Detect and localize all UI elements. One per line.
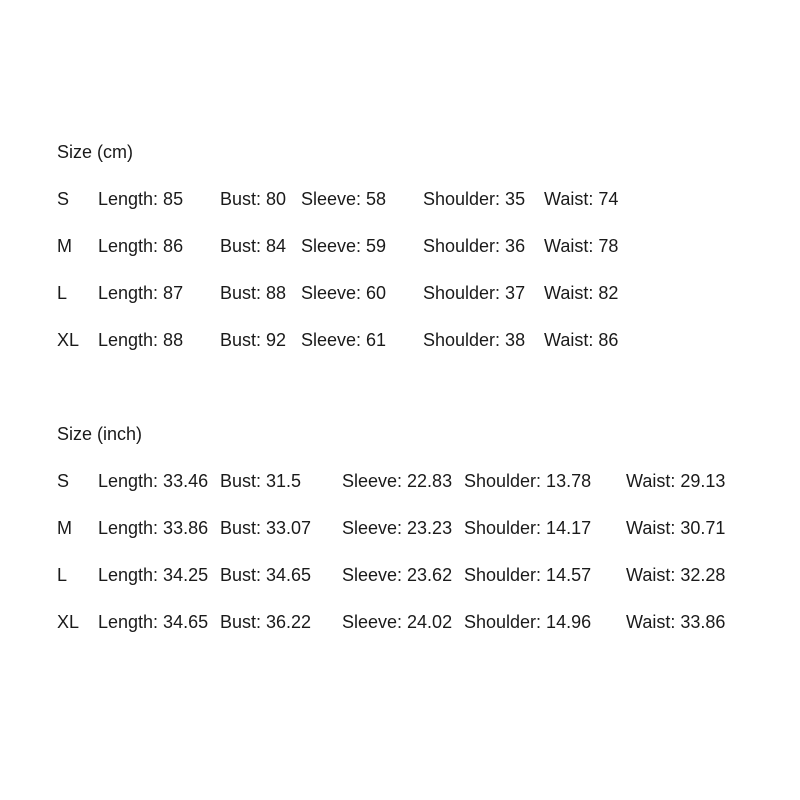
bust-value: Bust: 31.5 xyxy=(220,471,302,491)
sleeve-value: Sleeve: 24.02 xyxy=(342,612,453,632)
bust-value: Bust: 92 xyxy=(220,330,287,350)
shoulder-value: Shoulder: 13.78 xyxy=(464,471,592,491)
size-label: S xyxy=(57,189,70,209)
length-value: Length: 34.25 xyxy=(98,565,209,585)
bust-value: Bust: 34.65 xyxy=(220,565,312,585)
shoulder-value: Shoulder: 14.57 xyxy=(464,565,592,585)
sleeve-value: Sleeve: 61 xyxy=(301,330,387,350)
size-label: L xyxy=(57,283,68,303)
waist-value: Waist: 33.86 xyxy=(626,612,726,632)
length-value: Length: 34.65 xyxy=(98,612,209,632)
length-value: Length: 86 xyxy=(98,236,184,256)
size-label: XL xyxy=(57,612,80,632)
bust-value: Bust: 36.22 xyxy=(220,612,312,632)
sleeve-value: Sleeve: 23.23 xyxy=(342,518,453,538)
shoulder-value: Shoulder: 38 xyxy=(423,330,526,350)
bust-value: Bust: 84 xyxy=(220,236,287,256)
length-value: Length: 85 xyxy=(98,189,184,209)
length-value: Length: 87 xyxy=(98,283,184,303)
sleeve-value: Sleeve: 59 xyxy=(301,236,387,256)
size-table-cm-title: Size (cm) xyxy=(57,142,133,162)
sleeve-value: Sleeve: 22.83 xyxy=(342,471,453,491)
waist-value: Waist: 30.71 xyxy=(626,518,726,538)
sleeve-value: Sleeve: 23.62 xyxy=(342,565,453,585)
bust-value: Bust: 33.07 xyxy=(220,518,312,538)
waist-value: Waist: 32.28 xyxy=(626,565,726,585)
size-label: M xyxy=(57,236,72,256)
shoulder-value: Shoulder: 14.96 xyxy=(464,612,592,632)
bust-value: Bust: 80 xyxy=(220,189,287,209)
waist-value: Waist: 78 xyxy=(544,236,619,256)
waist-value: Waist: 29.13 xyxy=(626,471,726,491)
length-value: Length: 88 xyxy=(98,330,184,350)
shoulder-value: Shoulder: 37 xyxy=(423,283,526,303)
waist-value: Waist: 74 xyxy=(544,189,619,209)
sleeve-value: Sleeve: 60 xyxy=(301,283,387,303)
size-label: XL xyxy=(57,330,80,350)
length-value: Length: 33.46 xyxy=(98,471,209,491)
bust-value: Bust: 88 xyxy=(220,283,287,303)
waist-value: Waist: 82 xyxy=(544,283,619,303)
shoulder-value: Shoulder: 36 xyxy=(423,236,526,256)
sleeve-value: Sleeve: 58 xyxy=(301,189,387,209)
size-label: L xyxy=(57,565,68,585)
size-table-inch-title: Size (inch) xyxy=(57,424,143,444)
shoulder-value: Shoulder: 14.17 xyxy=(464,518,592,538)
length-value: Length: 33.86 xyxy=(98,518,209,538)
waist-value: Waist: 86 xyxy=(544,330,619,350)
size-label: M xyxy=(57,518,72,538)
shoulder-value: Shoulder: 35 xyxy=(423,189,526,209)
size-label: S xyxy=(57,471,70,491)
